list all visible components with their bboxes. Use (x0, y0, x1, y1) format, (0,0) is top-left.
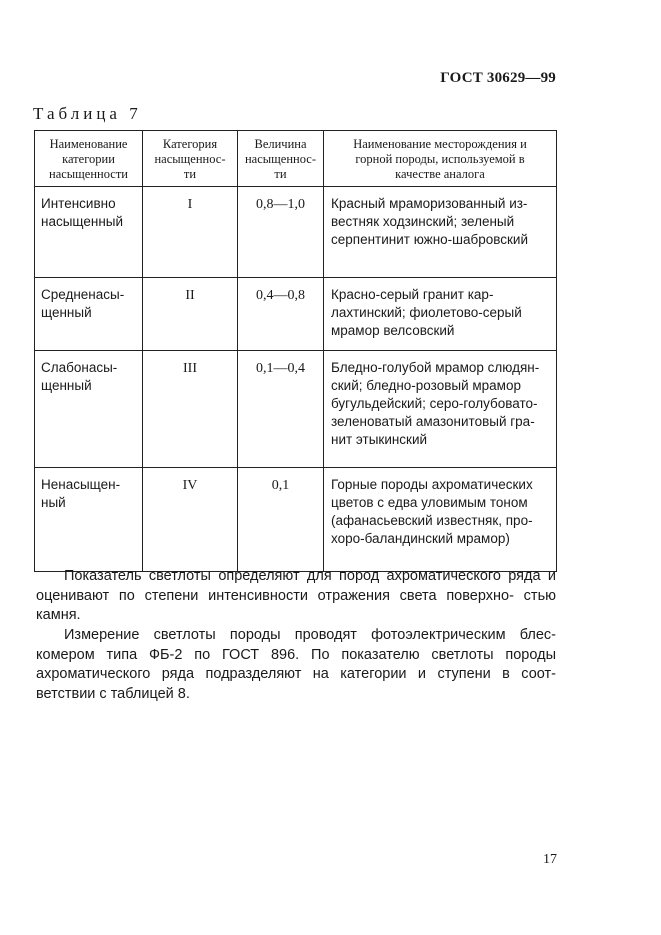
table-header-row (35, 131, 557, 187)
text-line: стью камня. (36, 587, 556, 623)
cell-line: серпентинит южно-шабровский (331, 232, 529, 247)
cell-line: Бледно-голубой мрамор слюдян- (331, 360, 540, 375)
cell-line: цветов с едва уловимым тоном (331, 495, 528, 510)
row-analog (324, 187, 557, 278)
column-header-analog (324, 131, 557, 187)
header-line: насыщеннос- (244, 151, 316, 166)
cell-line: Слабонасы- (41, 360, 118, 375)
cell-line: Красно-серый гранит кар- (331, 287, 494, 302)
header-line: Наименование месторождения и (353, 136, 527, 151)
table-row (35, 351, 557, 468)
header-line: Категория (162, 136, 218, 151)
table-caption: Таблица 7 (33, 104, 142, 123)
header-line: ти (274, 166, 287, 181)
row-category-name (35, 351, 143, 468)
column-header-category-name (35, 131, 143, 187)
text-line: Измерение светлоты породы проводят фотоэлектрическим блес- (64, 627, 556, 643)
row-value: 0,4—0,8 (238, 278, 324, 351)
header-line: Величина (254, 136, 307, 151)
cell-line: Средненасы- (41, 287, 125, 302)
table-row (35, 468, 557, 572)
cell-line: насыщенный (41, 214, 124, 229)
cell-line: щенный (41, 305, 92, 320)
header-line: ти (183, 166, 197, 181)
row-category-name (35, 468, 143, 572)
column-header-category (143, 131, 238, 187)
text-line: и оценивают по степени интенсивности отражения света поверхно- (36, 568, 556, 604)
cell-line: ный (41, 495, 66, 510)
paragraph-lightness (36, 567, 556, 626)
table-row (35, 187, 557, 278)
standard-header: ГОСТ 30629—99 (440, 70, 556, 86)
row-category-name (35, 187, 143, 278)
column-header-value (238, 131, 324, 187)
text-line: Показатель светлоты определяют для пород ахроматического ряда (64, 568, 541, 584)
header-line: Наименование (49, 136, 128, 151)
row-value: 0,1 (238, 468, 324, 572)
cell-line: вестняк ходзинский; зеленый (331, 214, 515, 229)
row-value: 0,8—1,0 (238, 187, 324, 278)
text-line: комером типа ФБ-2 по ГОСТ 896. По показателю светлоты породы (36, 646, 556, 663)
header-line: насыщеннос- (154, 151, 226, 166)
text-line: ветствии с таблицей 8. (36, 685, 190, 702)
row-category-name (35, 278, 143, 351)
cell-line: бугульдейский; серо-голубовато- (331, 396, 538, 411)
row-category: IV (143, 468, 238, 572)
page-number: 17 (543, 852, 557, 867)
text-line: ахроматического ряда подразделяют на категории и ступени в соот- (36, 666, 556, 682)
table-row (35, 278, 557, 351)
row-analog (324, 351, 557, 468)
row-category: III (143, 351, 238, 468)
cell-line: щенный (41, 378, 92, 393)
header-line: насыщенности (49, 166, 128, 181)
header-line: категории (62, 151, 115, 166)
row-category: II (143, 278, 238, 351)
row-category: I (143, 187, 238, 278)
cell-line: Красный мраморизованный из- (331, 196, 528, 211)
row-analog (324, 468, 557, 572)
cell-line: (афанасьевский известняк, про- (331, 513, 533, 528)
cell-line: зеленоватый амазонитовый гра- (331, 414, 535, 429)
row-analog (324, 278, 557, 351)
header-line: горной породы, используемой в (355, 151, 525, 166)
cell-line: лахтинский; фиолетово-серый (331, 305, 522, 320)
cell-line: Интенсивно (41, 196, 116, 211)
cell-line: ский; бледно-розовый мрамор (331, 378, 521, 393)
cell-line: нит этыкинский (331, 432, 428, 447)
header-line: качестве аналога (395, 166, 485, 181)
cell-line: хоро-баландинский мрамор) (331, 531, 510, 546)
row-value: 0,1—0,4 (238, 351, 324, 468)
cell-line: Ненасыщен- (41, 477, 121, 492)
cell-line: мрамор велсовский (331, 323, 455, 338)
cell-line: Горные породы ахроматических (331, 477, 533, 492)
paragraph-measurement (36, 626, 556, 704)
saturation-table (34, 130, 557, 572)
